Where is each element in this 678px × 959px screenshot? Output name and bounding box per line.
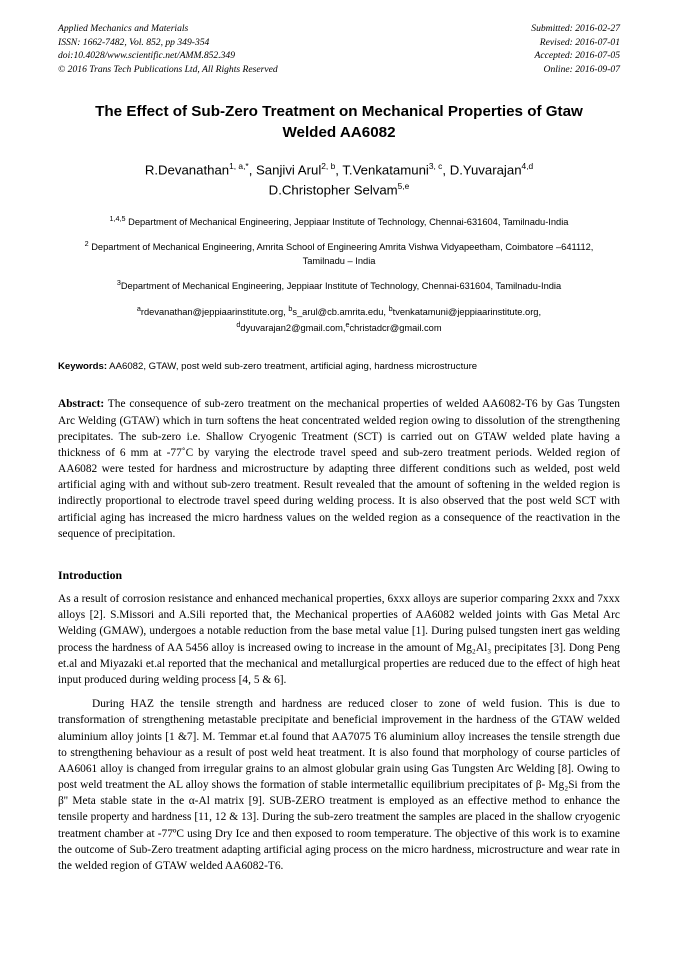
- author-sup: 2, b: [321, 160, 336, 171]
- introduction-paragraph-1: As a result of corrosion resistance and enhanced mechanical properties, 6xxx alloys are superior comparing 2xxx and 7xxx alloys [2]. S.Missori and A.Sili reported that, the Mechanical properties of AA6082 welded joints with Gas Metal Arc Welding (GMAW), undergoes a notable reduction from the base metal value [1]. During pulsed tungsten inert gas welding process the hardness of AA 5456 alloy is increased owing to increase in the amount of Mg₂Al₃ precipitates [3]. Dong Peng et.al and Miyazaki et.al reported that the mechanical and metallurgical properties are reduced due to the effect of high heat input produced during welding process [4, 5 & 6].: [58, 593, 620, 686]
- abstract-label: Abstract:: [58, 398, 105, 411]
- introduction-paragraph-2-text: During HAZ the tensile strength and hardness are reduced closer to zone of weld fusion. This is due to transformation of strengthening metastable precipitate and beneficial improvement in the hardness of the GTAW welded aluminium alloy joints [1 &7]. M. Temmar et.al found that AA7075 T6 aluminium alloy increases the tensile strength due to strengthening behaviour as a result of post weld heat treatment. It is also found that morphology of course particles of AA6061 alloy is changed from irregular grains to an almost globular grain using Gas Tungsten Arc Welding [8]. Owing to post weld treatment the AL alloy shows the formation of stable intermetallic equilibrium precipitates of β- Mg₂Si from the β'' Meta stable state in the α-Al matrix [9]. SUB-ZERO treatment is employed as an effective method to enhance the tensile property and hardness [11, 12 & 13]. During the sub-zero treatment the samples are placed in the shallow cryogenic treatment chamber at -77ºC using Dry Ice and then exposed to room temperature. The objective of this work is to examine the outcome of Sub-Zero treatment adapting artificial aging process on the micro hardness, microstructure and wear rate in the welded region of GTAW welded AA6082-T6.: [58, 698, 620, 873]
- keywords-text: AA6082, GTAW, post weld sub-zero treatment, artificial aging, hardness microstructure: [107, 360, 478, 372]
- email-marker: d: [236, 320, 241, 330]
- revised-date: Revised: 2016-07-01: [539, 36, 620, 48]
- copyright: © 2016 Trans Tech Publications Ltd, All Rights Reserved: [58, 63, 278, 75]
- keywords-label: Keywords:: [58, 360, 108, 372]
- email-address[interactable]: s_arul@cb.amrita.edu,: [292, 307, 389, 318]
- affiliations: [58, 214, 620, 294]
- header-right-block: [531, 22, 620, 76]
- affiliation-marker: 1,4,5: [109, 213, 126, 223]
- author-name: Sanjivi Arul: [256, 161, 322, 177]
- submitted-date: Submitted: 2016-02-27: [531, 23, 620, 34]
- author-emails: [58, 303, 620, 336]
- email-address[interactable]: rdevanathan@jeppiaarinstitute.org,: [140, 307, 289, 318]
- affiliation-text: Department of Mechanical Engineering, Amrita School of Engineering Amrita Vishwa Vidyapeetham, Coimbatore –641112, Tamilnadu – India: [91, 242, 594, 266]
- email-line-2: [74, 319, 604, 336]
- issn-volume: ISSN: 1662-7482, Vol. 852, pp 349-354: [58, 36, 210, 48]
- email-marker: a: [136, 303, 141, 313]
- author-name: R.Devanathan: [144, 161, 230, 177]
- affiliation-item: [84, 239, 594, 269]
- affiliation-text: Department of Mechanical Engineering, Jeppiaar Institute of Technology, Chennai-631604, Tamilnadu-India: [120, 281, 562, 292]
- author-sup: 4,d: [521, 160, 534, 171]
- paper-title: The Effect of Sub-Zero Treatment on Mechanical Properties of Gtaw Welded AA6082: [95, 103, 583, 141]
- journal-name: Applied Mechanics and Materials: [58, 23, 189, 34]
- email-address[interactable]: dyuvarajan2@gmail.com,: [240, 323, 346, 334]
- page-header: [58, 22, 620, 76]
- email-marker: b: [288, 303, 293, 313]
- author-sup: 1, a,*: [229, 160, 249, 171]
- author-line-2: [68, 180, 610, 200]
- abstract-text: The consequence of sub-zero treatment on the mechanical properties of welded AA6082-T6 by Gas Tungsten Arc Welding (GTAW) which in turn softens the heat concentrated welded region owing to dissolution of the strengthening precipitates. The sub-zero i.e. Shallow Cryogenic Treatment (SCT) is carried out on GTAW welded plate having a thickness of 6 mm at -77˚C by varying the electrode travel speed and sub-zero treatment periods. Welded region of AA6082 were tested for hardness and microstructure by adapting three different conditions such as welded, post weld artificial aging with and without sub-zero treatment. Result revealed that the amount of softening in the welded region is indirectly proportional to electrode travel speed during welding process. It is also observed that the post weld SCT with artificial aging has increased the micro hardness values on the welded region as a consequence of the reactivation in the sequence of precipitation.: [58, 398, 620, 540]
- header-left-block: [58, 22, 278, 76]
- affiliation-marker: 3: [116, 277, 121, 287]
- doi: doi:10.4028/www.scientific.net/AMM.852.349: [58, 50, 236, 62]
- online-date: Online: 2016-09-07: [543, 63, 620, 75]
- author-name: D.Yuvarajan: [449, 161, 522, 177]
- introduction-paragraph-2: [58, 696, 620, 874]
- affiliation-marker: 2: [84, 238, 89, 248]
- email-line-1: [74, 303, 604, 320]
- keywords-block: [58, 360, 620, 374]
- affiliation-text: Department of Mechanical Engineering, Jeppiaar Institute of Technology, Chennai-631604, Tamilnadu-India: [128, 217, 569, 228]
- author-line-1: R.Devanathan$^{1, a,*}$, Sanjivi Arul$^{2, b}$, T.Venkatamuni$^{3, c}$, D.Yuvarajan$^{4,d}$: [144, 160, 534, 177]
- author-sup: 3, c: [428, 160, 443, 171]
- email-marker: e: [345, 320, 350, 330]
- email-address[interactable]: christadcr@gmail.com: [349, 323, 442, 334]
- affiliation-item: [84, 278, 594, 294]
- email-address[interactable]: tvenkatamuni@jeppiaarinstitute.org,: [392, 307, 542, 318]
- abstract-block: [58, 396, 620, 542]
- author-sup: 5,e: [397, 180, 410, 191]
- author-list: [58, 160, 620, 200]
- author-name: D.Christopher Selvam: [268, 182, 398, 198]
- accepted-date: Accepted: 2016-07-05: [534, 50, 620, 62]
- affiliation-item: [84, 214, 594, 230]
- email-marker: b: [388, 303, 393, 313]
- author-name: T.Venkatamuni: [342, 161, 429, 177]
- introduction-heading: Introduction: [58, 568, 123, 583]
